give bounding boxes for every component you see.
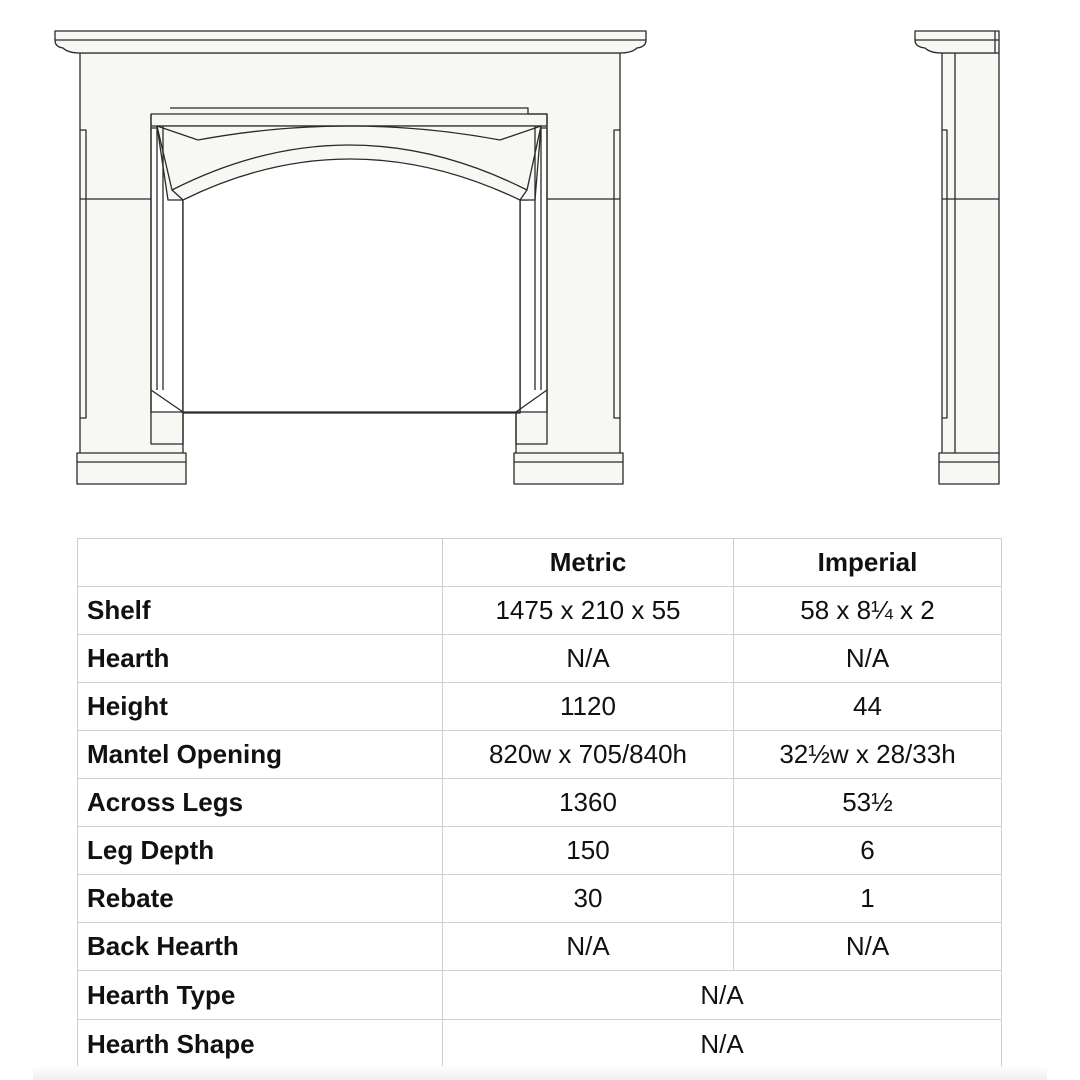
- imperial-value: 44: [734, 683, 1002, 731]
- table-row: [78, 827, 1002, 875]
- table-row: [78, 635, 1002, 683]
- table-row: [78, 587, 1002, 635]
- metric-value: 1475 x 210 x 55: [443, 587, 734, 635]
- fireplace-side-elevation-icon: [915, 31, 999, 484]
- row-label: Back Hearth: [78, 923, 443, 971]
- table-row: [78, 971, 1002, 1020]
- table-row: [78, 1020, 1002, 1069]
- specifications-table: [77, 538, 1002, 1069]
- metric-value: N/A: [443, 923, 734, 971]
- metric-value: N/A: [443, 635, 734, 683]
- row-label: Height: [78, 683, 443, 731]
- table-header-row: [78, 539, 1002, 587]
- row-label: Across Legs: [78, 779, 443, 827]
- imperial-value: N/A: [734, 923, 1002, 971]
- header-metric: Metric: [443, 539, 734, 587]
- row-label: Hearth: [78, 635, 443, 683]
- merged-value: N/A: [443, 971, 1002, 1020]
- imperial-value: 6: [734, 827, 1002, 875]
- metric-value: 1120: [443, 683, 734, 731]
- merged-value: N/A: [443, 1020, 1002, 1069]
- bottom-shade: [33, 1066, 1047, 1080]
- fireplace-front-elevation-icon: [55, 31, 646, 484]
- metric-value: 30: [443, 875, 734, 923]
- row-label: Rebate: [78, 875, 443, 923]
- header-imperial: Imperial: [734, 539, 1002, 587]
- table-row: [78, 683, 1002, 731]
- table-row: [78, 779, 1002, 827]
- imperial-value: 1: [734, 875, 1002, 923]
- metric-value: 820w x 705/840h: [443, 731, 734, 779]
- row-label: Hearth Type: [78, 971, 443, 1020]
- table-row: [78, 923, 1002, 971]
- header-empty: [78, 539, 443, 587]
- row-label: Leg Depth: [78, 827, 443, 875]
- metric-value: 1360: [443, 779, 734, 827]
- row-label: Mantel Opening: [78, 731, 443, 779]
- imperial-value: 32½w x 28/33h: [734, 731, 1002, 779]
- table-row: [78, 875, 1002, 923]
- imperial-value: 58 x 8¼ x 2: [734, 587, 1002, 635]
- row-label: Hearth Shape: [78, 1020, 443, 1069]
- imperial-value: N/A: [734, 635, 1002, 683]
- row-label: Shelf: [78, 587, 443, 635]
- fireplace-drawing: [0, 0, 1080, 520]
- table-row: [78, 731, 1002, 779]
- imperial-value: 53½: [734, 779, 1002, 827]
- metric-value: 150: [443, 827, 734, 875]
